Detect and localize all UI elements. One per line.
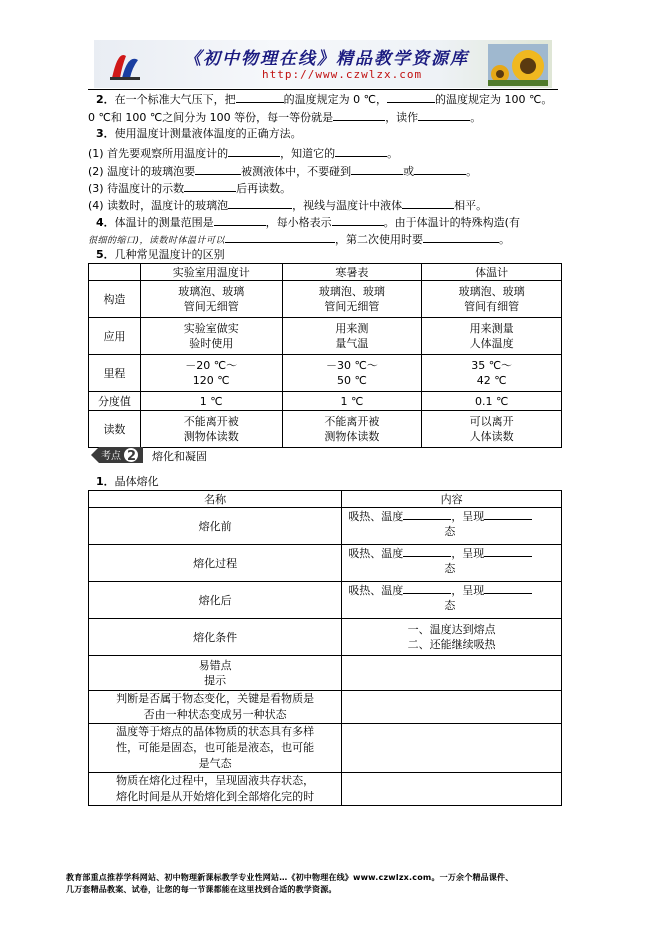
- content-text-b: ，呈现: [451, 547, 485, 560]
- table2-row-content: [342, 582, 562, 619]
- table1-cell-line: 玻璃泡、玻璃: [178, 285, 245, 298]
- sunflower-icon: [488, 44, 548, 86]
- table2-tip-row: [89, 724, 562, 773]
- q5-title: 5．几种常见温度计的区别: [96, 248, 225, 261]
- q3-step-1: (1) 首先要观察所用温度计的 ，知道它的 。: [88, 147, 399, 160]
- table2-tip-label: [89, 656, 342, 691]
- thermometer-comparison-table: [88, 263, 562, 448]
- content-text-a: 吸热、温度: [348, 510, 404, 523]
- table1-cell: [422, 355, 562, 392]
- table1-cell-line: 人体温度: [469, 337, 514, 350]
- table1-row-label: 构造: [89, 281, 141, 318]
- table1-row-label: 读数: [89, 411, 141, 448]
- table1-cell-line: 0.1 ℃: [474, 394, 509, 408]
- table1-row: [89, 318, 562, 355]
- table1-row-label: 里程: [89, 355, 141, 392]
- table2-condition-content: [342, 619, 562, 656]
- table1-cell-line: 测物体读数: [183, 430, 239, 443]
- table2-row-name: 熔化前: [89, 508, 342, 545]
- q3-blank-3[interactable]: [195, 163, 241, 175]
- tip-line: 否由一种状态变成另一种状态: [143, 708, 287, 721]
- table2-content-line: [348, 545, 561, 561]
- q3-blank-4[interactable]: [351, 163, 403, 175]
- table1-cell-line: －30 ℃～: [325, 359, 378, 372]
- table1-cell-line: 管间有细管: [464, 300, 520, 313]
- table1-row: [89, 355, 562, 392]
- table1-cell: [422, 281, 562, 318]
- table1-cell-line: 42 ℃: [476, 374, 507, 387]
- tip-line: 性，可能是固态，也可能是液态，也可能: [116, 741, 315, 754]
- content-text-a: 吸热、温度: [348, 547, 404, 560]
- table1-cell: [282, 318, 422, 355]
- condition-line-2: 二、还能继续吸热: [407, 638, 496, 651]
- table2-empty-cell: [342, 773, 562, 806]
- table1-cell-line: 用来测量: [469, 322, 514, 335]
- content-blank-state[interactable]: [484, 582, 532, 594]
- table1-cell-line: －20 ℃～: [185, 359, 238, 372]
- sub1-title: 1．晶体熔化: [96, 475, 159, 488]
- table1-cell-line: 玻璃泡、玻璃: [458, 285, 525, 298]
- q3-blank-1[interactable]: [228, 145, 280, 157]
- table2-tip-label-row: [89, 656, 562, 691]
- table1-cell-line: 50 ℃: [336, 374, 367, 387]
- section-2-title: 熔化和凝固: [152, 450, 207, 463]
- banner-title: 《初中物理在线》精品教学资源库: [184, 49, 469, 69]
- q3-blank-7[interactable]: [228, 197, 292, 209]
- condition-line-1: 一、温度达到熔点: [407, 623, 496, 636]
- q2-blank-3[interactable]: [333, 109, 385, 121]
- table1-cell-line: 不能离开被: [183, 415, 239, 428]
- table1-cell-line: 可以离开: [469, 415, 514, 428]
- table1-cell: [282, 411, 422, 448]
- table1-cell-line: 管间无细管: [324, 300, 380, 313]
- tip-label-line: 易错点: [198, 659, 232, 672]
- table1-row: [89, 281, 562, 318]
- table1-cell-line: 验时使用: [189, 337, 234, 350]
- table1-cell: [282, 281, 422, 318]
- table2-row: [89, 508, 562, 545]
- q4-line2: 很细的缩口)，读数时体温计可以 ，第二次使用时要 。: [88, 233, 511, 246]
- content-state-suffix: 态: [444, 562, 456, 575]
- q2-blank-1[interactable]: [236, 91, 284, 103]
- table1-cell: [282, 392, 422, 411]
- table2-row: [89, 582, 562, 619]
- table2-empty-cell: [342, 724, 562, 773]
- q3-blank-8[interactable]: [402, 197, 454, 209]
- q3-step-2: (2) 温度计的玻璃泡要 被测液体中，不要碰到 或 。: [88, 165, 478, 178]
- tip-line: 判断是否属于物态变化，关键是看物质是: [116, 692, 315, 705]
- footer-line-1: 教育部重点推荐学科网站、初中物理新课标教学专业性网站…《初中物理在线》www.czwlzx.com。一万余个精品课件、: [66, 873, 514, 882]
- table1-row-label: 应用: [89, 318, 141, 355]
- q3-blank-2[interactable]: [335, 145, 387, 157]
- table2-header-cell: 名称: [89, 491, 342, 508]
- q3-blank-6[interactable]: [184, 180, 236, 192]
- banner-url[interactable]: http://www.czwlzx.com: [262, 68, 423, 81]
- content-blank-temp[interactable]: [403, 545, 451, 557]
- header-banner: [94, 40, 552, 88]
- table1-header-cell: [89, 264, 141, 281]
- table2-content-line: [348, 582, 561, 598]
- table1-cell-line: 用来测: [335, 322, 369, 335]
- table1-cell-line: 测物体读数: [324, 430, 380, 443]
- content-text-b: ，呈现: [451, 510, 485, 523]
- tip-line: 温度等于熔点的晶体物质的状态具有多样: [116, 725, 315, 738]
- table1-cell-line: 1 ℃: [340, 394, 364, 408]
- q2-blank-4[interactable]: [418, 109, 470, 121]
- tip-line: 熔化时间是从开始熔化到全部熔化完的时: [116, 790, 315, 803]
- table1-cell-line: 1 ℃: [199, 394, 223, 408]
- table1-cell-line: 不能离开被: [324, 415, 380, 428]
- header-divider: [88, 89, 558, 90]
- table2-row: [89, 545, 562, 582]
- table1-cell: [422, 318, 562, 355]
- table1-cell: [422, 411, 562, 448]
- site-logo-icon: [108, 46, 142, 82]
- content-text-b: ，呈现: [451, 584, 485, 597]
- table2-row-content: [342, 545, 562, 582]
- content-blank-state[interactable]: [484, 545, 532, 557]
- section-tag-icon: [91, 447, 143, 463]
- table2-condition-row: [89, 619, 562, 656]
- content-state-suffix: 态: [444, 599, 456, 612]
- q4-blank-2[interactable]: [332, 214, 384, 226]
- table1-row: [89, 392, 562, 411]
- table2-tip-cell: [89, 724, 342, 773]
- tip-label-line: 提示: [204, 674, 227, 687]
- table2-content-line: [348, 508, 561, 524]
- page-footer: [66, 872, 606, 896]
- tip-line: 是气态: [198, 757, 232, 770]
- table2-empty-cell: [342, 691, 562, 724]
- table1-header-cell: 寒暑表: [282, 264, 422, 281]
- table1-header-row: [89, 264, 562, 281]
- table2-header-cell: 内容: [342, 491, 562, 508]
- table1-cell: [140, 281, 282, 318]
- content-text-a: 吸热、温度: [348, 584, 404, 597]
- crystal-melting-table: [88, 490, 562, 806]
- table2-condition-name: 熔化条件: [89, 619, 342, 656]
- table2-empty-cell: [342, 656, 562, 691]
- content-blank-temp[interactable]: [403, 582, 451, 594]
- footer-line-2: 几万套精品教案、试卷，让您的每一节课都能在这里找到合适的教学资源。: [66, 885, 337, 894]
- table1-header-cell: 实验室用温度计: [140, 264, 282, 281]
- content-blank-temp[interactable]: [403, 508, 451, 520]
- table2-row-content: [342, 508, 562, 545]
- q3-step-4: (4) 读数时，温度计的玻璃泡 ，视线与温度计中液体 相平。: [88, 199, 488, 212]
- q4-blank-3[interactable]: [225, 231, 335, 243]
- content-state-suffix: 态: [444, 525, 456, 538]
- table1-cell: [422, 392, 562, 411]
- table1-cell-line: 人体读数: [469, 430, 514, 443]
- table1-cell: [140, 318, 282, 355]
- table2-header-row: [89, 491, 562, 508]
- section-tag-number: 2: [127, 449, 137, 463]
- content-blank-state[interactable]: [484, 508, 532, 520]
- table1-cell: [140, 411, 282, 448]
- table1-row-label: 分度值: [89, 392, 141, 411]
- section-tag-label: 考点: [101, 451, 121, 462]
- table1-row: [89, 411, 562, 448]
- table2-tip-row: [89, 691, 562, 724]
- table1-cell-line: 35 ℃～: [471, 359, 513, 372]
- tip-line: 物质在熔化过程中，呈现固液共存状态，: [116, 774, 315, 787]
- table1-cell-line: 实验室做实: [183, 322, 239, 335]
- table1-header-cell: 体温计: [422, 264, 562, 281]
- table2-tip-cell: [89, 691, 342, 724]
- q4-blank-1[interactable]: [214, 214, 266, 226]
- table2-row-name: 熔化过程: [89, 545, 342, 582]
- table1-cell-line: 管间无细管: [183, 300, 239, 313]
- table1-cell: [282, 355, 422, 392]
- table2-tip-cell: [89, 773, 342, 806]
- q3-step-3: (3) 待温度计的示数 后再读数。: [88, 182, 292, 195]
- table1-cell-line: 玻璃泡、玻璃: [318, 285, 385, 298]
- q2-line1: 2．在一个标准大气压下，把 的温度规定为 0 ℃， 的温度规定为 100 ℃。: [96, 93, 553, 106]
- table1-cell: [140, 392, 282, 411]
- table1-cell-line: 量气温: [335, 337, 369, 350]
- q3-blank-5[interactable]: [414, 163, 466, 175]
- table1-cell: [140, 355, 282, 392]
- table2-tip-row: [89, 773, 562, 806]
- table1-cell-line: 120 ℃: [192, 374, 230, 387]
- q4-line1: 4．体温计的测量范围是 ，每小格表示 。由于体温计的特殊构造(有: [96, 216, 520, 229]
- q2-line2: 0 ℃和 100 ℃之间分为 100 等份，每一等份就是 ，读作 。: [88, 111, 482, 124]
- table2-row-name: 熔化后: [89, 582, 342, 619]
- q2-blank-2[interactable]: [387, 91, 435, 103]
- q3-title: 3．使用温度计测量液体温度的正确方法。: [96, 127, 302, 140]
- q4-blank-4[interactable]: [423, 231, 499, 243]
